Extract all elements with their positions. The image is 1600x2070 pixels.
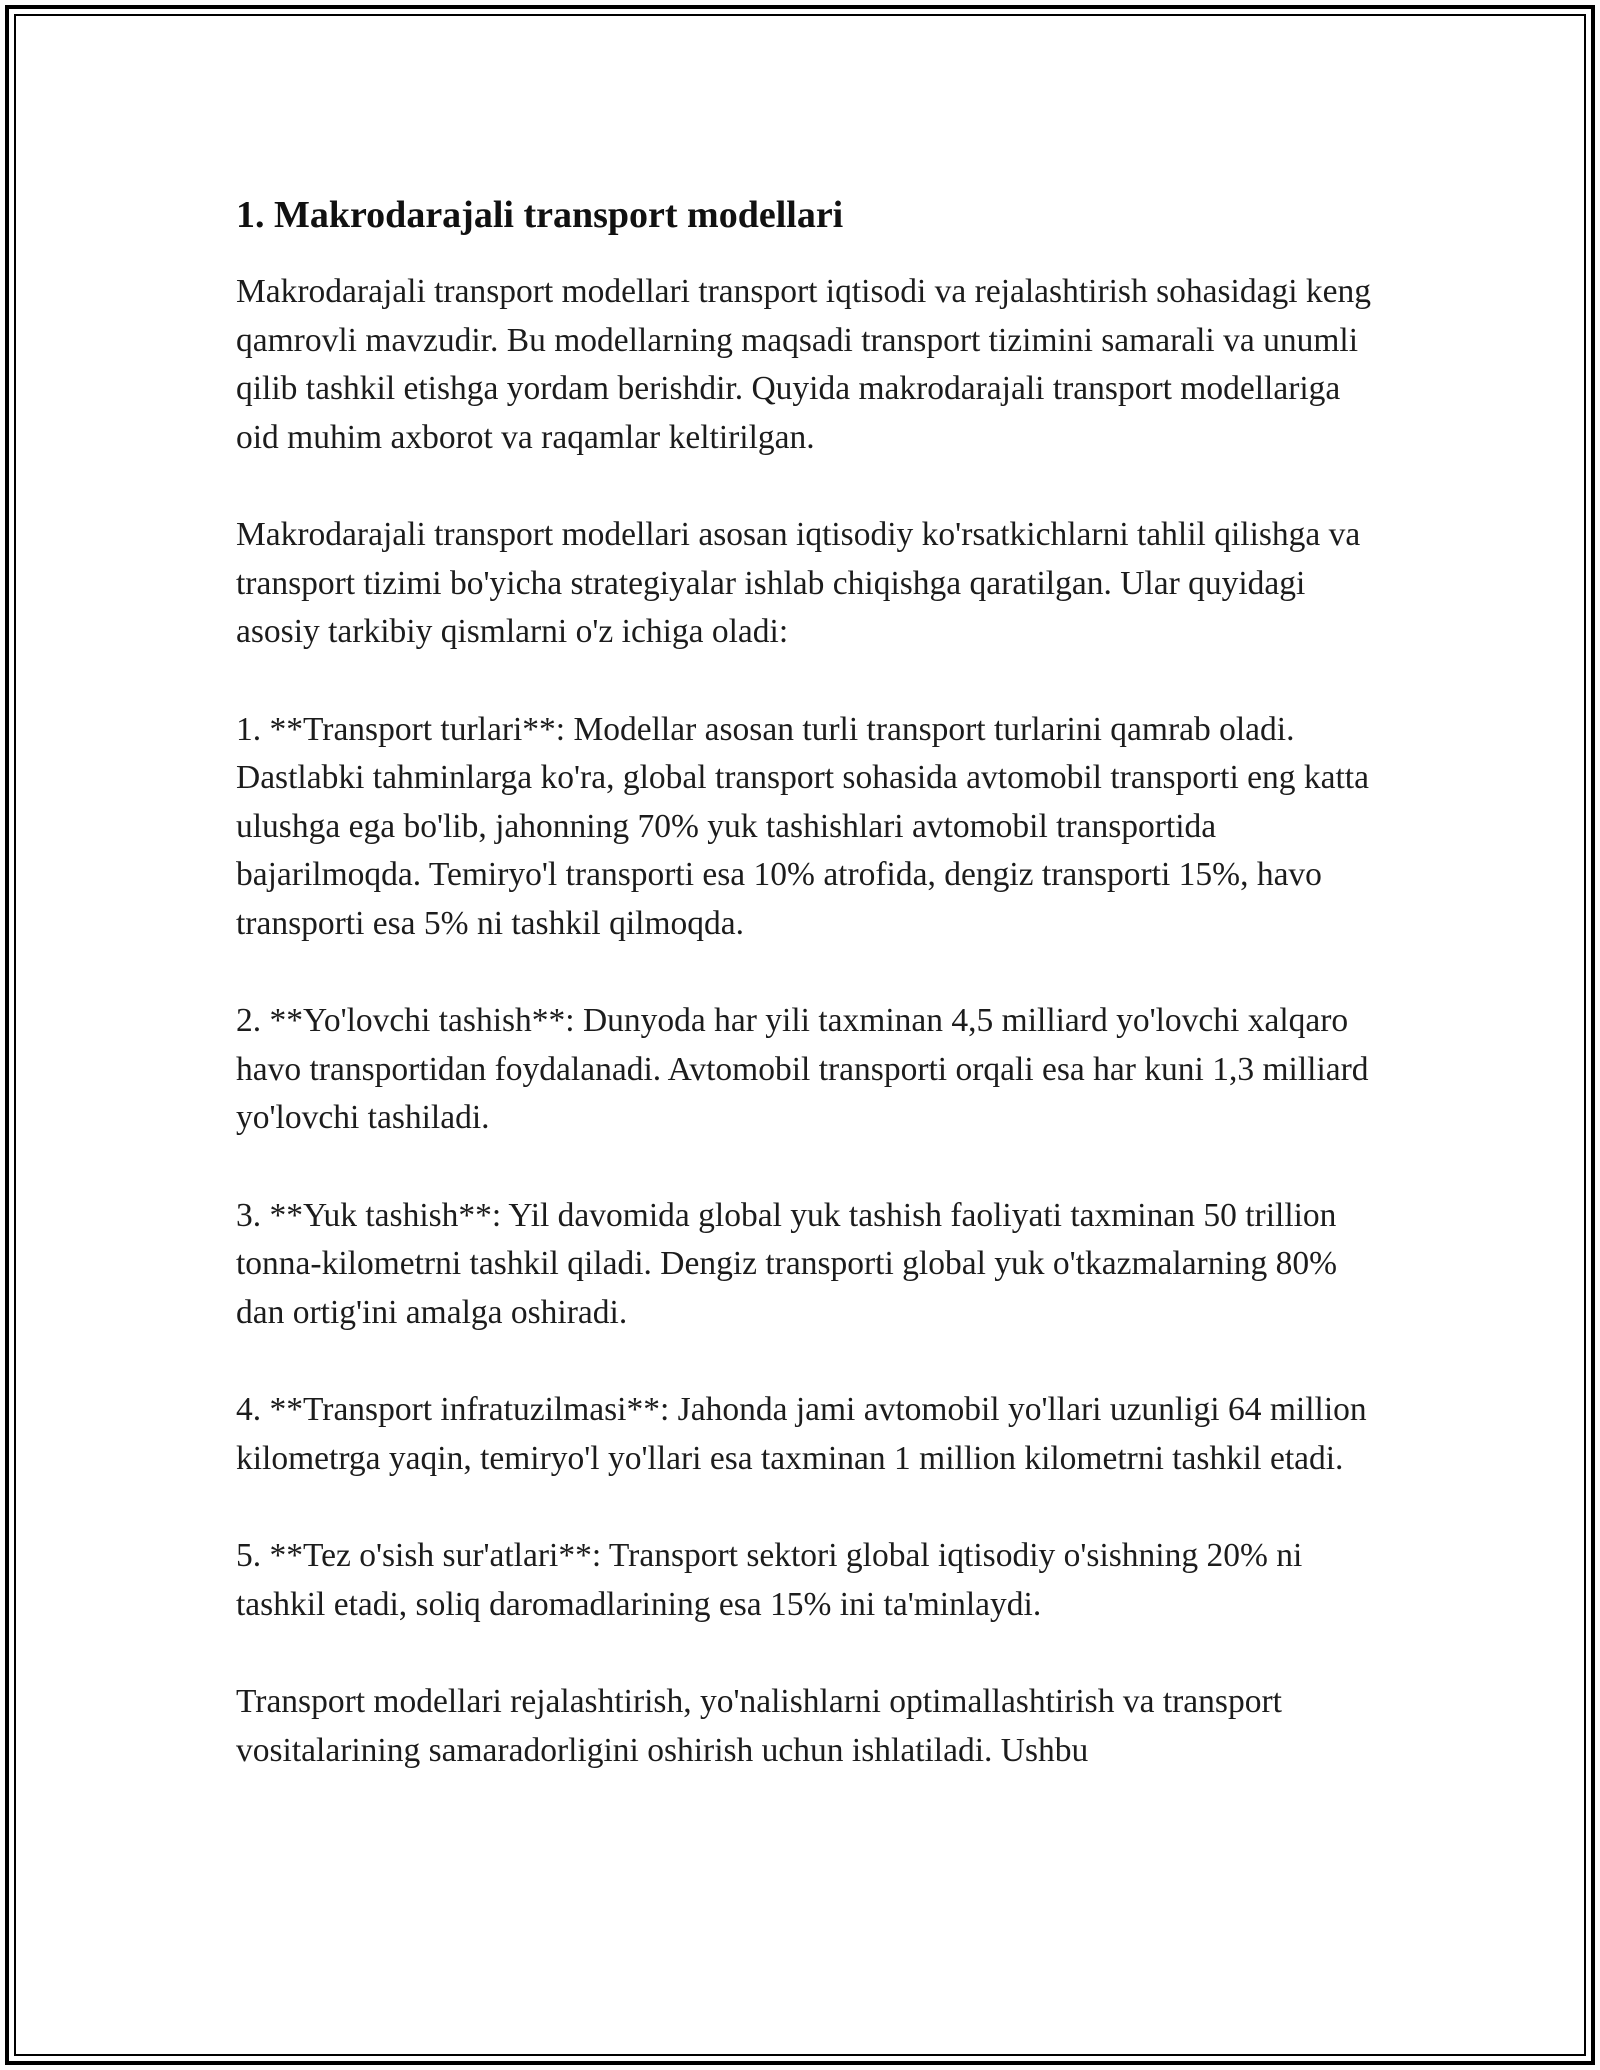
list-item-passenger-transport: 2. **Yo'lovchi tashish**: Dunyoda har yili taxminan 4,5 milliard yo'lovchi xalqaro havo transportidan foydalanadi. Avtomobil transporti orqali esa har kuni 1,3 milliard yo'lovchi tashiladi. xyxy=(236,1002,1369,1136)
list-item-growth-rates: 5. **Tez o'sish sur'atlari**: Transport sektori global iqtisodiy o'sishning 20% ni tashkil etadi, soliq daromadlarining esa 15% ini ta'minlaydi. xyxy=(236,1537,1303,1623)
paragraph-conclusion: Transport modellari rejalashtirish, yo'nalishlarni optimallashtirish va transport vositalarining samaradorligini oshirish uchun ishlatiladi. Ushbu xyxy=(236,1683,1282,1769)
paragraph-components: Makrodarajali transport modellari asosan iqtisodiy ko'rsatkichlarni tahlil qilishga va transport tizimi bo'yicha strategiyalar ishlab chiqishga qaratilgan. Ular quyidagi asosiy tarkibiy qismlarni o'z ichiga oladi: xyxy=(236,516,1361,650)
list-item-transport-types: 1. **Transport turlari**: Modellar asosan turli transport turlarini qamrab oladi. Dastlabki tahminlarga ko'ra, global transport sohasida avtomobil transporti eng katta ulushga ega bo'lib, jahonning 70% yuk tashishlari avtomobil transportida bajarilmoqda. Temiryo'l transporti esa 10% atrofida, dengiz transporti 15%, havo transporti esa 5% ni tashkil qilmoqda. xyxy=(236,710,1369,942)
list-item-freight-transport: 3. **Yuk tashish**: Yil davomida global yuk tashish faoliyati taxminan 50 trillion tonna-kilometrni tashkil qiladi. Dengiz transporti global yuk o'tkazmalarning 80% dan ortig'ini amalga oshiradi. xyxy=(236,1196,1338,1331)
list-item-infrastructure: 4. **Transport infratuzilmasi**: Jahonda jami avtomobil yo'llari uzunligi 64 million kilometrga yaqin, temiryo'l yo'llari esa taxminan 1 million kilometrni tashkil etadi. xyxy=(236,1391,1367,1477)
section-heading: 1. Makrodarajali transport modellari xyxy=(236,194,844,236)
paragraph-intro: Makrodarajali transport modellari transport iqtisodi va rejalashtirish sohasidagi keng qamrovli mavzudir. Bu modellarning maqsadi transport tizimini samarali va unumli qilib tashkil etishga yordam berishdir. Quyida makrodarajali transport modellariga oid muhim axborot va raqamlar keltirilgan. xyxy=(236,273,1371,456)
document-body xyxy=(236,190,1386,1775)
